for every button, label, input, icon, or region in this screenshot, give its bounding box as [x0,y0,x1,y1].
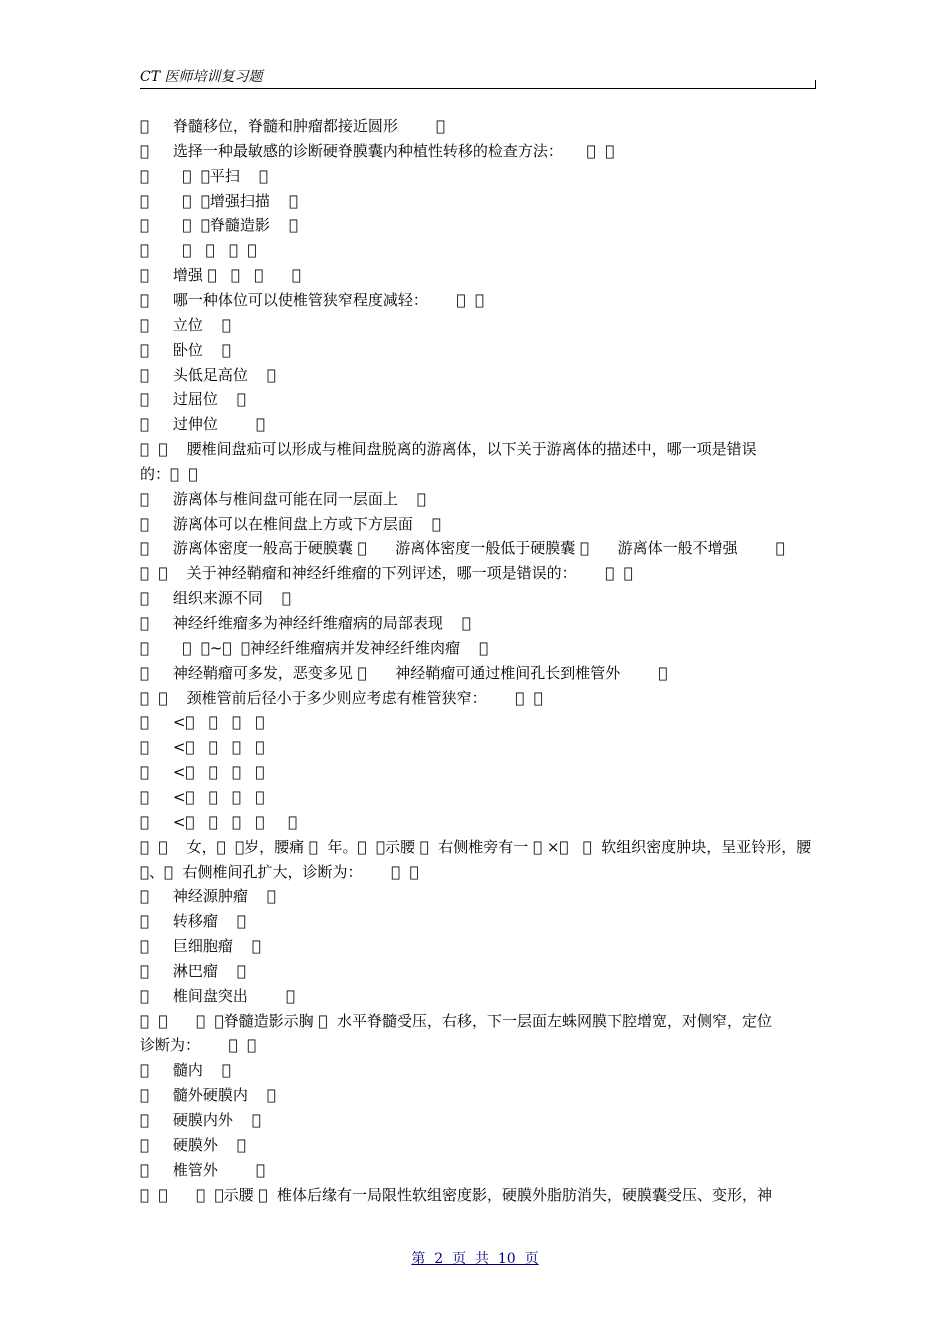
text-line: 椎管外 [140,1160,257,1179]
text-line: 脊髓造影示胸 水平脊髓受压，右移，下一层面左蛛网膜下腔增宽，对侧窄，定位 [140,1011,751,1030]
text-line: < [140,812,272,831]
text-line: 神经鞘瘤可多发，恶变多见 神经鞘瘤可通过椎间孔长到椎管外 [140,663,655,682]
text-line: 游离体与椎间盘可能在同一层面上 [140,489,418,508]
text-line: 髓外硬膜内 [140,1086,268,1105]
text-line: 女， 岁，腰痛 年。 示腰 右侧椎旁有一 × 软组织密度肿块，呈亚铃形，腰 [140,837,765,856]
text-line: 椎间盘突出 [140,986,287,1005]
text-line: < [140,787,244,806]
text-line: 的： [140,464,190,483]
text-line: 硬膜内外 [140,1111,253,1129]
text-line: < [140,763,244,782]
text-line: 关于神经鞘瘤和神经纤维瘤的下列评述，哪一项是错误的： [140,564,616,583]
page-footer [0,1248,950,1268]
page-number[interactable]: 第 2 页 共 10 页 [411,1251,539,1267]
text-line: 脊髓移位，脊髓和肿瘤都接近圆形 [140,117,437,135]
text-line: 诊断为： [140,1036,248,1055]
text-line: 转移瘤 [140,912,238,931]
text-line: 平扫 [140,166,252,185]
text-line [140,241,236,260]
header-title: CT 医师培训复习题 [140,69,263,85]
text-line: 脊髓造影 [140,216,282,235]
text-line: 过伸位 [140,415,257,434]
text-line: 增强扫描 [140,191,282,210]
text-line: 立位 [140,315,223,334]
text-line: 神经源肿瘤 [140,887,268,906]
text-line: 巨细胞瘤 [140,937,253,956]
text-line: < [140,713,244,732]
text-line: 神经纤维瘤多为神经纤维瘤病的局部表现 [140,614,463,632]
text-line: 头低足高位 [140,365,268,384]
text-line: ~ 神经纤维瘤病并发神经纤维肉瘤 [140,638,463,657]
text-line: 腰椎间盘疝可以形成与椎间盘脱离的游离体，以下关于游离体的描述中，哪一项是错误 [140,440,749,459]
text-line: 、 右侧椎间孔扩大，诊断为： [140,862,402,881]
text-line: 髓内 [140,1061,223,1080]
header-rule-tick [815,80,816,88]
text-line: 淋巴瘤 [140,961,238,980]
text-line: 组织来源不同 [140,589,283,608]
text-line: 卧位 [140,340,223,359]
text-line: 增强 [140,266,280,285]
text-line: 哪一种体位可以使椎管狭窄程度减轻： [140,290,472,309]
text-line: 选择一种最敏感的诊断硬脊膜囊内种植性转移的检查方法： [140,141,602,160]
page-header [140,68,816,89]
text-line: < [140,738,244,757]
text-line: 过屈位 [140,390,238,409]
text-line: 游离体密度一般高于硬膜囊 游离体密度一般低于硬膜囊 游离体一般不增强 [140,539,768,558]
text-line: 游离体可以在椎间盘上方或下方层面 [140,514,433,533]
text-line: 硬膜外 [140,1135,238,1154]
text-line: 示腰 椎体后缘有一局限性软组密度影，硬膜外脂肪消失，硬膜囊受压、变形，神 [140,1185,751,1204]
text-line: 颈椎管前后径小于多少则应考虑有椎管狭窄： [140,688,526,707]
